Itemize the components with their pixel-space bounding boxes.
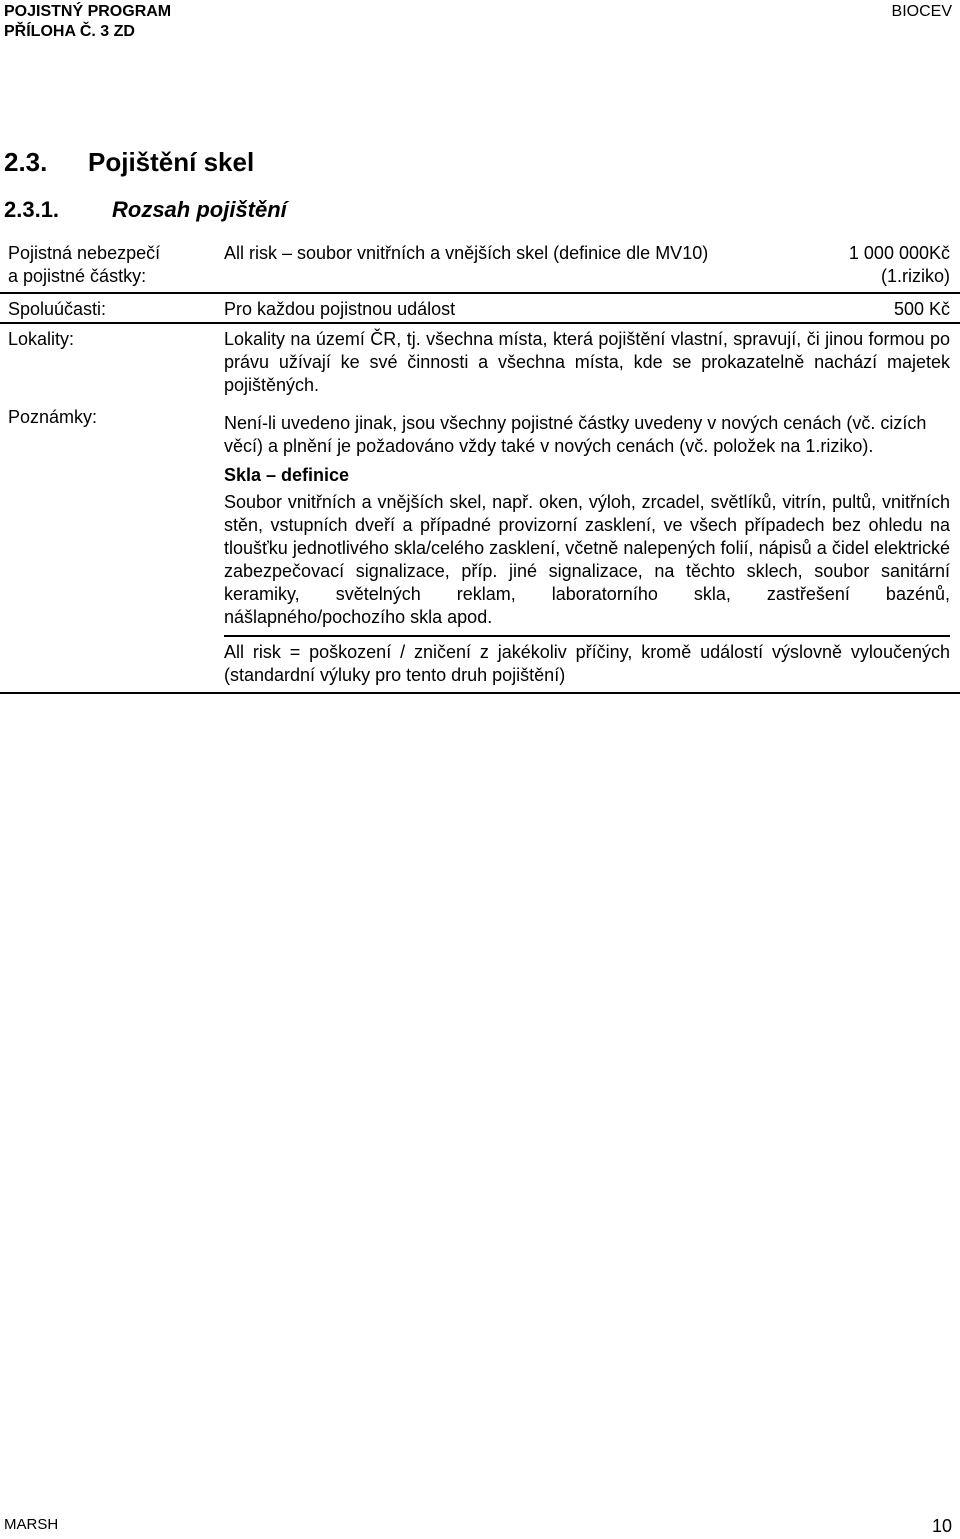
risks-amount xyxy=(849,242,950,288)
footer-company: MARSH xyxy=(4,1516,59,1533)
deductible-amount: 500 Kč xyxy=(893,299,950,319)
section-number: 2.3. xyxy=(4,147,48,177)
risks-label-line2: a pojistné částky: xyxy=(8,266,147,286)
subsection-number: 2.3.1. xyxy=(4,197,60,222)
insurance-table xyxy=(0,238,960,694)
notes-content xyxy=(224,402,960,692)
subsection-heading xyxy=(4,196,287,224)
company-name: BIOCEV xyxy=(891,3,952,20)
attachment-label: PŘÍLOHA Č. 3 ZD xyxy=(4,23,135,40)
section-heading xyxy=(4,146,254,178)
locations-text: Lokality na území ČR, tj. všechna místa, která pojištění vlastní, spravují, či jinou formou po právu užívají ke své činnosti a všechna místa, kde se prokazatelně nachází majetek pojištěných. xyxy=(224,329,950,395)
risks-amount-value: 1 000 000Kč xyxy=(848,243,950,263)
risks-text: All risk – soubor vnitřních a vnějších skel (definice dle MV10) xyxy=(224,243,709,263)
risks-row xyxy=(0,238,960,294)
deductible-text: Pro každou pojistnou událost xyxy=(224,299,456,319)
risks-label-line1: Pojistná nebezpečí xyxy=(8,243,161,263)
risks-label xyxy=(8,242,208,288)
notes-row xyxy=(0,402,960,694)
locations-row xyxy=(0,324,960,402)
glass-definition-heading: Skla – definice xyxy=(224,465,350,485)
deductible-row xyxy=(0,294,960,324)
notes-paragraph: Není-li uvedeno jinak, jsou všechny pojistné částky uvedeny v nových cenách (vč. cizích věcí) a plnění je požadováno vždy také v nových cenách (vč. položek na 1.riziko). xyxy=(224,413,927,456)
subsection-title: Rozsah pojištění xyxy=(112,197,287,222)
program-title: POJISTNÝ PROGRAM xyxy=(4,3,172,20)
page-number: 10 xyxy=(931,1516,952,1536)
allrisk-text: All risk = poškození / zničení z jakékoliv příčiny, kromě událostí výslovně vyloučených (standardní výluky pro tento druh pojištění) xyxy=(224,635,950,687)
risks-amount-note: (1.riziko) xyxy=(880,266,950,286)
document-header-left xyxy=(4,2,171,42)
glass-definition-text: Soubor vnitřních a vnějších skel, např. oken, výloh, zrcadel, světlíků, vitrín, pultů, vnitřních stěn, vstupních dveří a případné provizorní zasklení, ve všech případech bez ohledu na tloušťku jednotlivého skla/celého zasklení, včetně nalepených folií, nápisů a čidel elektrické zabezpečovací signalizace, příp. jiné signalizace, na těchto sklech, soubor sanitární keramiky, světelných reklam, laboratorního skla, zastřešení bazénů, nášlapného/pochozího skla apod. xyxy=(224,492,950,627)
deductible-label: Spoluúčasti: xyxy=(8,299,107,319)
locations-label: Lokality: xyxy=(8,329,75,349)
notes-label: Poznámky: xyxy=(8,407,98,427)
section-title: Pojištění skel xyxy=(88,147,255,177)
